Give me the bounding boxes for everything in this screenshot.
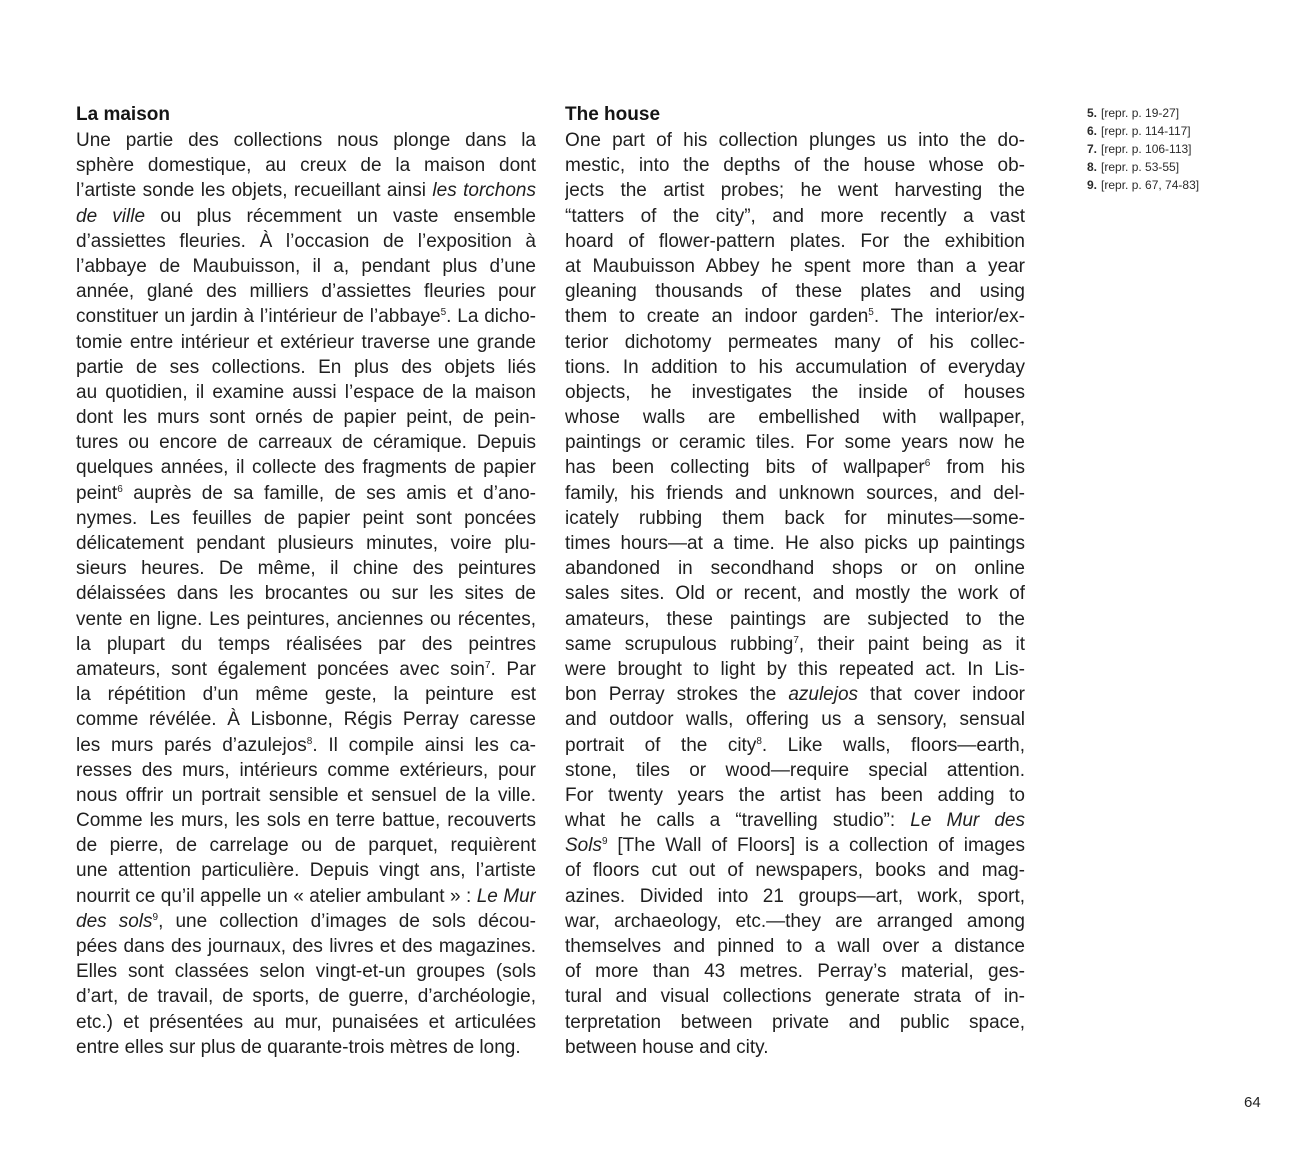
english-text-line: “tatters of the city”, and more recently a vast (565, 205, 1025, 227)
french-text-line: d’assiettes fleuries. À l’occasion de l’exposition à (76, 230, 536, 252)
english-column (565, 102, 1025, 1060)
english-text-line: gleaning thousands of these plates and using (565, 281, 1025, 303)
english-text-line: abandoned in secondhand shops or on online (565, 558, 1025, 580)
english-text-line: paintings or ceramic tiles. For some years now he (565, 432, 1025, 454)
english-text-line: were brought to light by this repeated act. In Lis- (565, 658, 1025, 680)
footnote-text: [repr. p. 19-27] (1101, 106, 1180, 120)
english-text-line: amateurs, these paintings are subjected to the (565, 608, 1025, 630)
french-text-line: tomie entre intérieur et extérieur traverse une grande (76, 331, 536, 353)
footnote-item (1087, 122, 1267, 140)
footnote-item (1087, 176, 1267, 194)
footnote-text: [repr. p. 67, 74-83] (1101, 178, 1200, 192)
french-text-line: tures ou encore de carreaux de céramique. Depuis (76, 432, 536, 454)
english-text-line: mestic, into the depths of the house whose ob- (565, 155, 1025, 177)
french-text-line: dont les murs sont ornés de papier peint, de pein- (76, 407, 536, 429)
english-text-line: terior dichotomy permeates many of his collec- (565, 331, 1025, 353)
french-text-line: délaissées dans les brocantes ou sur les sites de (76, 583, 536, 605)
french-text-line: d’art, de travail, de sports, de guerre, d’archéologie, (76, 986, 536, 1008)
footnote-item (1087, 140, 1267, 158)
french-text-line: l’abbaye de Maubuisson, il a, pendant plus d’une (76, 255, 536, 277)
footnote-text: [repr. p. 106-113] (1101, 142, 1192, 156)
english-text-line: jects the artist probes; he went harvesting the (565, 180, 1025, 202)
english-text-line: stone, tiles or wood—require special attention. (565, 759, 1025, 781)
english-text-line: times hours—at a time. He also picks up paintings (565, 533, 1025, 554)
english-text-line: icately rubbing them back for minutes—some- (565, 507, 1025, 529)
english-heading: The house (565, 104, 661, 125)
french-text-line: nymes. Les feuilles de papier peint sont poncées (76, 507, 536, 529)
footnote-number: 7. (1087, 142, 1098, 156)
english-text-line: of floors cut out of newspapers, books and mag- (565, 860, 1025, 882)
english-text-line: same scrupulous rubbing$^7$, their paint being as it (565, 633, 1025, 655)
french-text-line: quelques années, il collecte des fragments de papier (76, 457, 536, 479)
french-text-line: l’artiste sonde les objets, recueillant ainsi les torchons (76, 180, 536, 202)
english-text-line: between house and city. (565, 1036, 769, 1058)
french-text-line: pées dans des journaux, des livres et des magazines. (76, 936, 536, 957)
french-text-line: nourrit ce qu’il appelle un « atelier ambulant » : Le Mur (76, 885, 536, 907)
french-text-line: des sols$^9$, une collection d’images de sols décou- (76, 910, 536, 932)
french-text-line: amateurs, sont également poncées avec soin$^7$. Par (76, 658, 536, 680)
french-text-line: sieurs heures. De même, il chine des peintures (76, 558, 536, 580)
french-text-line: entre elles sur plus de quarante-trois mètres de long. (76, 1036, 521, 1058)
footnote-text: [repr. p. 114-117] (1101, 124, 1191, 138)
english-text-line: has been collecting bits of wallpaper$^6$ from his (565, 457, 1025, 479)
french-text-line: la plupart du temps réalisées par des peintres (76, 633, 536, 655)
french-heading: La maison (76, 104, 170, 125)
french-text-line: Comme les murs, les sols en terre battue, recouverts (76, 810, 536, 832)
french-body (76, 128, 536, 1060)
english-text-line: them to create an indoor garden$^5$. The interior/ex- (565, 306, 1025, 328)
french-text-line: resses des murs, intérieurs comme extérieurs, pour (76, 759, 536, 781)
french-text-line: année, glané des milliers d’assiettes fleuries pour (76, 281, 536, 303)
english-text-line: bon Perray strokes the azulejos that cover indoor (565, 684, 1025, 706)
footnote-item (1087, 158, 1267, 176)
french-text-line: de ville ou plus récemment un vaste ensemble (76, 205, 536, 227)
english-text-line: war, archaeology, etc.—they are arranged among (565, 910, 1025, 932)
english-text-line: For twenty years the artist has been adding to (565, 784, 1025, 806)
footnote-text: [repr. p. 53-55] (1101, 160, 1180, 174)
french-text-line: Elles sont classées selon vingt-et-un groupes (sols (76, 961, 536, 983)
english-text-line: One part of his collection plunges us into the do- (565, 130, 1025, 151)
english-text-line: family, his friends and unknown sources, and del- (565, 482, 1025, 504)
english-text-line: portrait of the city$^8$. Like walls, floors—earth, (565, 734, 1025, 756)
french-text-line: la répétition d’un même geste, la peinture est (76, 684, 536, 706)
english-text-line: objects, he investigates the inside of houses (565, 381, 1025, 403)
english-text-line: terpretation between private and public space, (565, 1011, 1025, 1033)
english-text-line: of more than 43 metres. Perray’s material, ges- (565, 961, 1025, 983)
french-text-line: les murs parés d’azulejos$^8$. Il compile ainsi les ca- (76, 734, 536, 756)
french-text-line: peint$^6$ auprès de sa famille, de ses amis et d’ano- (76, 482, 536, 504)
french-text-line: nous offrir un portrait sensible et sensuel de la ville. (76, 784, 536, 806)
english-text-line: hoard of flower-pattern plates. For the exhibition (565, 230, 1025, 252)
french-text-line: au quotidien, il examine aussi l’espace de la maison (76, 381, 536, 403)
english-text-line: sales sites. Old or recent, and mostly the work of (565, 583, 1025, 605)
french-text-line: etc.) et présentées au mur, punaisées et articulées (76, 1011, 536, 1033)
french-column (76, 102, 536, 1060)
footnote-number: 9. (1087, 178, 1098, 192)
english-text-line: themselves and pinned to a wall over a distance (565, 936, 1025, 957)
footnote-number: 5. (1087, 106, 1098, 120)
french-text-line: sphère domestique, au creux de la maison dont (76, 155, 536, 177)
french-text-line: une attention particulière. Depuis vingt ans, l’artiste (76, 860, 536, 882)
french-text-line: délicatement pendant plusieurs minutes, voire plu- (76, 533, 536, 554)
english-text-line: azines. Divided into 21 groups—art, work, sport, (565, 885, 1025, 907)
french-text-line: partie de ses collections. En plus des objets liés (76, 356, 536, 378)
english-text-line: tions. In addition to his accumulation of everyday (565, 356, 1025, 378)
english-text-line: whose walls are embellished with wallpaper, (565, 407, 1025, 429)
english-text-line: Sols$^9$ [The Wall of Floors] is a collection of images (565, 835, 1025, 857)
french-text-line: vente en ligne. Les peintures, anciennes ou récentes, (76, 608, 536, 630)
french-text-line: comme révélée. À Lisbonne, Régis Perray caresse (76, 709, 536, 731)
english-text-line: what he calls a “travelling studio”: Le Mur des (565, 810, 1025, 832)
french-text-line: constituer un jardin à l’intérieur de l’abbaye$^5$. La dicho- (76, 306, 536, 328)
page-number: 64 (1244, 1094, 1261, 1111)
english-text-line: at Maubuisson Abbey he spent more than a year (565, 255, 1025, 277)
footnote-number: 8. (1087, 160, 1098, 174)
french-text-line: de pierre, de carrelage ou de parquet, requièrent (76, 835, 536, 857)
english-text-line: and outdoor walls, offering us a sensory, sensual (565, 709, 1025, 731)
footnote-item (1087, 104, 1267, 122)
french-text-line: Une partie des collections nous plonge dans la (76, 130, 536, 151)
footnotes (1087, 104, 1267, 194)
footnote-number: 6. (1087, 124, 1098, 138)
english-text-line: tural and visual collections generate strata of in- (565, 986, 1025, 1008)
english-body (565, 128, 1025, 1060)
